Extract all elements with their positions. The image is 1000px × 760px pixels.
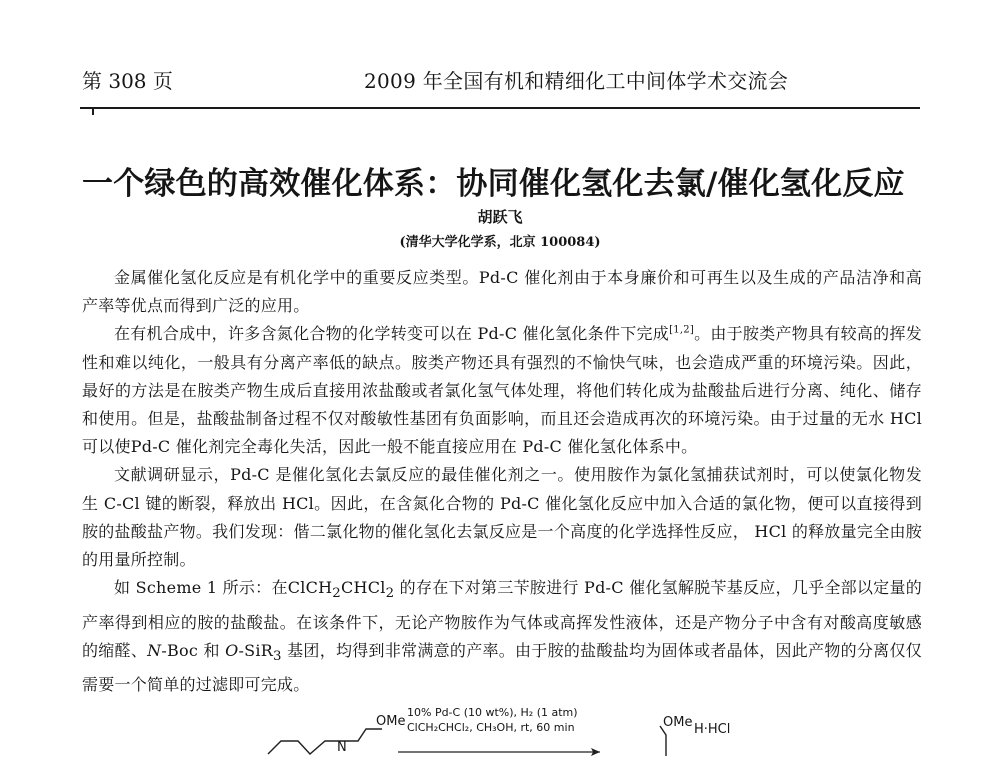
running-header: [82, 66, 922, 102]
product-methoxy-label: OMe: [663, 715, 693, 730]
author-affiliation: (清华大学化学系，北京 100084): [399, 235, 601, 250]
article-title: 一个绿色的高效催化体系：协同催化氢化去氯/催化氢化反应: [82, 165, 905, 202]
paragraph-4-sir: -SiR: [238, 640, 274, 660]
paragraph-1: [82, 264, 922, 320]
header-rule-mark: [92, 107, 94, 115]
author-name: 胡跃飞: [477, 208, 523, 226]
reactant-methoxy-chain: [341, 729, 382, 741]
reaction-scheme: [250, 698, 810, 760]
paragraph-4-boc: -Boc 和: [161, 640, 226, 660]
subscript-2: 2: [332, 586, 342, 602]
paragraph-4-end: 基团，均得到非常满意的产率。由于胺的盐酸盐均为固体或者晶体，因此产物的分离仅仅需要一个简单的过滤即可完成。: [82, 640, 922, 695]
conference-name: 2009 年全国有机和精细化工中间体学术交流会: [364, 69, 789, 93]
article-body: [82, 264, 922, 699]
paragraph-2-text: 。由于胺类产物具有较高的挥发性和难以纯化，一般具有分离产率低的缺点。胺类产物还具有强烈的不愉快气味，也会造成严重的环境污染。因此，最好的方法是在胺类产物生成后直接用浓盐酸或者氯化氢气体处理，将他们转化成为盐酸盐后进行分离、纯化、储存和使用。但是，盐酸盐制备过程不仅对酸敏性基团有负面影响，而且还会造成再次的环境污染。由于过量的无水 HCl 可以使Pd-C 催化剂完全毒化失活，因此一般不能直接应用在 Pd-C 催化氢化体系中。: [82, 324, 922, 457]
paragraph-4: [82, 574, 922, 699]
reaction-conditions-solvent: ClCH₂CHCl₂, CH₃OH, rt, 60 min: [407, 721, 575, 734]
paragraph-2: [82, 320, 922, 461]
product-hydrochloride-label: H·HCl: [694, 722, 731, 737]
citation-ref: [1,2]: [669, 325, 695, 337]
reactant-methoxy-label: OMe: [376, 714, 406, 729]
reaction-conditions-reagents: 10% Pd-C (10 wt%), H₂ (1 atm): [407, 706, 578, 719]
paragraph-2-lead: 在有机合成中，许多含氮化合物的化学转变可以在 Pd-C 催化氢化条件下完成: [114, 324, 670, 344]
subscript-3: 3: [273, 649, 282, 665]
paragraph-4-lead: 如 Scheme 1 所示：在ClCH: [114, 578, 333, 598]
reactant-bonds: [268, 741, 341, 754]
paragraph-3-text: 文献调研显示，Pd-C 是催化氢化去氯反应的最佳催化剂之一。使用胺作为氯化氢捕获试剂时，可以使氯化物发生 C-Cl 键的断裂，释放出 HCl。因此，在含氮化合物的 Pd-C 催化氢化反应中加入合适的氯化物，便可以直接得到胺的盐酸盐产物。我们发现：偕二氯化物的催化氢化去氯反应是一个高度的化学选择性反应， HCl 的释放量完全由胺的用量所控制。: [82, 465, 922, 570]
italic-n: N: [147, 640, 162, 660]
paragraph-4-text: 的存在下对第三苄胺进行 Pd-C 催化氢解脱苄基反应，几乎全部以定量的产率得到相应的胺的盐酸盐。在该条件下，无论产物胺作为气体或高挥发性液体，还是产物分子中含有对酸高度敏感的缩醛、: [82, 578, 922, 660]
subscript-2b: 2: [385, 586, 395, 602]
italic-o: O: [225, 640, 239, 660]
paragraph-1-text: 金属催化氢化反应是有机化学中的重要反应类型。Pd-C 催化剂由于本身廉价和可再生以及生成的产品洁净和高产率等优点而得到广泛的应用。: [82, 268, 922, 316]
reactant-nitrogen-label: N: [337, 740, 347, 755]
page-number: 第 308 页: [82, 69, 173, 93]
paragraph-3: [82, 461, 922, 574]
header-rule: [80, 107, 920, 109]
paragraph-4-chcl: CHCl: [341, 578, 386, 598]
